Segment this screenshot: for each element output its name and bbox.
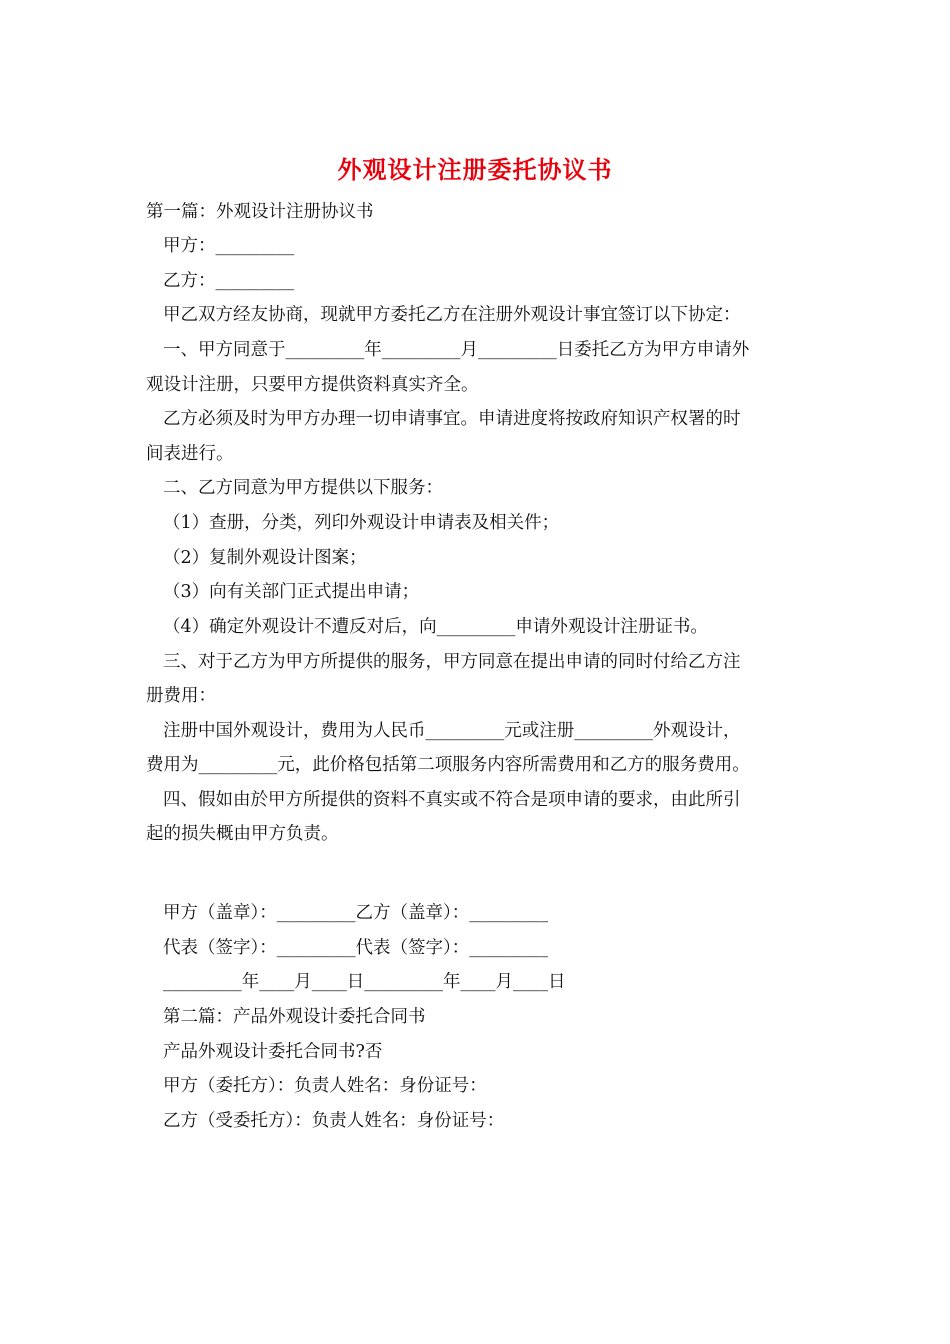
date-line: _________年____月____日_________年____月____日 [163, 972, 566, 992]
clause-3-line-2: 册费用： [146, 686, 216, 706]
service-item-2: （2）复制外观设计图案； [163, 548, 367, 568]
client-party-line: 甲方（委托方）：负责人姓名：身份证号： [163, 1076, 487, 1096]
contract-subtitle: 产品外观设计委托合同书?否 [163, 1042, 383, 1062]
fee-line-2: 费用为_________元，此价格包括第二项服务内容所需费用和乙方的服务费用。 [146, 755, 750, 775]
seal-line: 甲方（盖章）：_________乙方（盖章）：_________ [163, 903, 548, 923]
clause-1b-line-1: 乙方必须及时为甲方办理一切申请事宜。申请进度将按政府知识产权署的时 [163, 409, 741, 429]
document-title: 外观设计注册委托协议书 [337, 155, 613, 184]
section-heading-1: 第一篇：外观设计注册协议书 [146, 202, 374, 222]
clause-1-line-2: 观设计注册，只要甲方提供资料真实齐全。 [146, 375, 479, 395]
clause-3-line-1: 三、对于乙方为甲方所提供的服务，甲方同意在提出申请的同时付给乙方注 [163, 652, 741, 672]
party-a-line: 甲方：_________ [163, 236, 295, 256]
clause-2-heading: 二、乙方同意为甲方提供以下服务： [163, 478, 443, 498]
section-heading-2: 第二篇：产品外观设计委托合同书 [163, 1007, 426, 1027]
fee-line-1: 注册中国外观设计，费用为人民币_________元或注册_________外观设计， [163, 721, 741, 741]
service-item-3: （3）向有关部门正式提出申请； [163, 582, 420, 602]
clause-1b-line-2: 间表进行。 [146, 444, 234, 464]
clause-1-line-1: 一、甲方同意于_________年_________月_________日委托乙方为甲方申请外 [163, 340, 750, 360]
clause-4-line-2: 起的损失概由甲方负责。 [146, 824, 339, 844]
intro-paragraph: 甲乙双方经友协商，现就甲方委托乙方在注册外观设计事宜签订以下协定： [163, 305, 741, 325]
service-item-1: （1）查册，分类，列印外观设计申请表及相关件； [163, 513, 560, 533]
service-item-4: （4）确定外观设计不遭反对后，向_________申请外观设计注册证书。 [163, 617, 708, 637]
signature-line: 代表（签字）：_________代表（签字）：_________ [163, 938, 548, 958]
contractor-party-line: 乙方（受委托方）：负责人姓名：身份证号： [163, 1111, 505, 1131]
party-b-line: 乙方：_________ [163, 271, 295, 291]
clause-4-line-1: 四、假如由於甲方所提供的资料不真实或不符合是项申请的要求，由此所引 [163, 790, 741, 810]
